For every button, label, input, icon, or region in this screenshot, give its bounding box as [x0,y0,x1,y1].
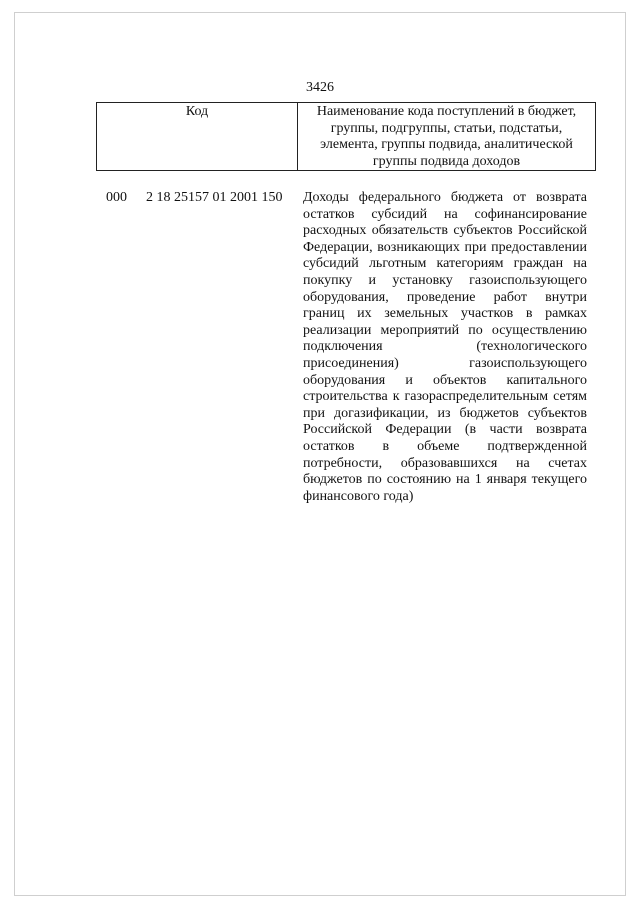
header-row [97,103,596,171]
header-code-cell: Код [97,103,298,171]
admin-code: 000 [106,190,127,205]
page-number: 3426 [306,80,334,95]
header-name-cell: Наименование кода поступлений в бюджет, группы, подгруппы, статьи, подстатьи, элемента, группы подвида, аналитической группы подвида доходов [298,103,596,171]
revenue-code: 2 18 25157 01 2001 150 [146,190,283,205]
revenue-description: Доходы федерального бюджета от возврата остатков субсидий на софинансирование расходных обязательств субъектов Российской Федерации, возникающих при предоставлении субсидий льготным категориям граждан на покупку и установку газоиспользующего оборудования, проведение работ внутри границ их земельных участков в рамках реализации мероприятий по осуществлению подключения (технологического присоединения) газоиспользующего оборудования и объектов капитального строительства к газораспределительным сетям при догазификации, из бюджетов субъектов Российской Федерации (в части возврата остатков в объеме подтвержденной потребности, образовавшихся на счетах бюджетов по состоянию на 1 января текущего финансового года) [303,190,587,504]
header-table [96,102,596,171]
